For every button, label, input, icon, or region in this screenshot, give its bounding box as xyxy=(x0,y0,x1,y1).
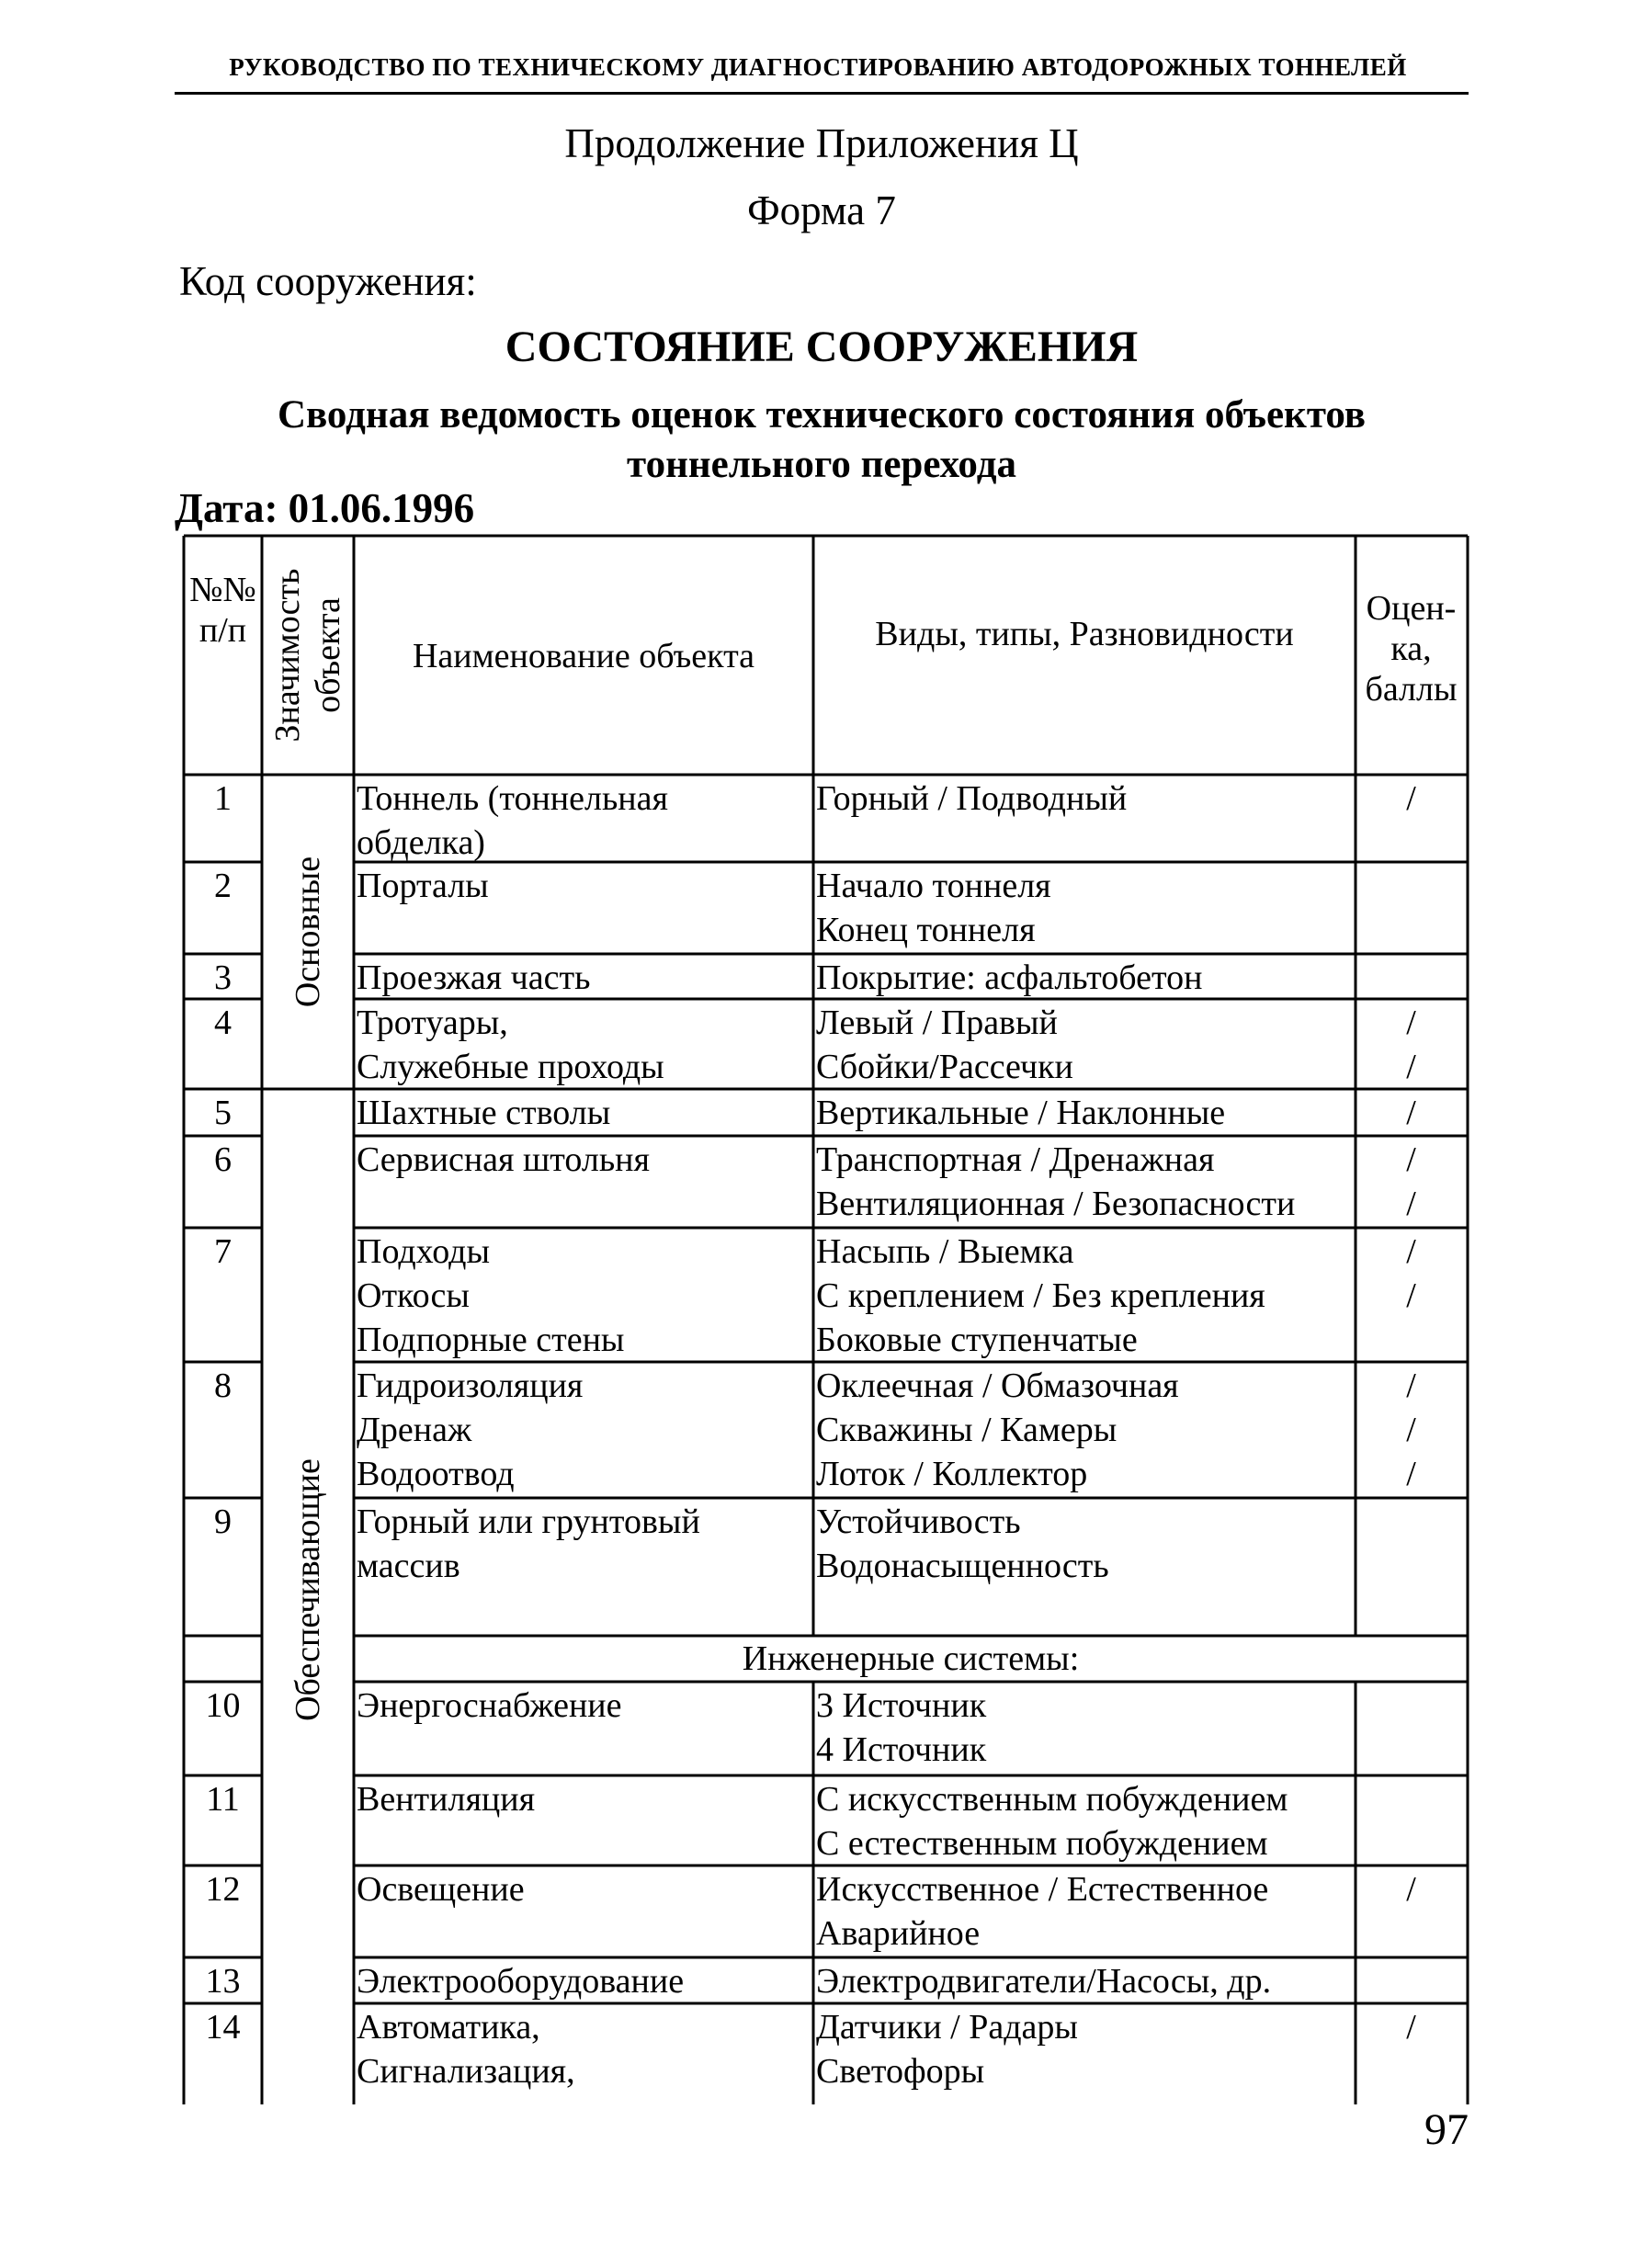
object-type-line: Водонасыщенность xyxy=(816,1547,1109,1585)
document-title: СОСТОЯНИЕ СООРУЖЕНИЯ xyxy=(505,323,1139,371)
subtitle-line-2: тоннельного перехода xyxy=(627,443,1016,486)
object-name-line: Проезжая часть xyxy=(357,958,591,997)
header-types: Виды, типы, Разновидности xyxy=(875,615,1294,653)
score-slash: / xyxy=(1406,1185,1416,1223)
object-type-line: С искусственным побуждением xyxy=(816,1780,1288,1819)
object-name-line: Автоматика, xyxy=(357,2008,540,2047)
object-type-line: Светофоры xyxy=(816,2052,985,2091)
object-name-line: Подпорные стены xyxy=(357,1321,625,1359)
row-number: 8 xyxy=(214,1366,232,1405)
object-name-line: Шахтные стволы xyxy=(357,1094,611,1132)
row-number: 2 xyxy=(214,867,232,905)
object-name-line: Сигнализация, xyxy=(357,2052,575,2091)
date-line: Дата: 01.06.1996 xyxy=(175,485,475,531)
object-type-line: Транспортная / Дренажная xyxy=(816,1140,1215,1179)
score-slash: / xyxy=(1406,1276,1416,1315)
header-score: Оцен- ка, баллы xyxy=(1365,589,1458,709)
row-number: 11 xyxy=(206,1780,240,1819)
object-name-line: Служебные проходы xyxy=(357,1048,664,1086)
row-number: 13 xyxy=(205,1962,241,2001)
object-type-line: Вертикальные / Наклонные xyxy=(816,1094,1226,1132)
object-name-line: Порталы xyxy=(357,867,489,905)
object-name-line: Энергоснабжение xyxy=(357,1686,622,1725)
score-slash: / xyxy=(1406,1455,1416,1493)
object-type-line: Устойчивость xyxy=(816,1503,1021,1541)
object-name-line: Тротуары, xyxy=(357,1004,508,1042)
object-type-line: Искусственное / Естественное xyxy=(816,1870,1269,1909)
score-slash: / xyxy=(1406,779,1416,818)
object-name-line: Сервисная штольня xyxy=(357,1140,650,1179)
object-name-line: Водоотвод xyxy=(357,1455,515,1493)
engineering-systems-label: Инженерные системы: xyxy=(742,1639,1080,1678)
object-type-line: Электродвигатели/Насосы, др. xyxy=(816,1962,1272,2001)
object-type-line: Вентиляционная / Безопасности xyxy=(816,1185,1296,1223)
object-type-line: Левый / Правый xyxy=(816,1004,1058,1042)
object-name-line: Освещение xyxy=(357,1870,525,1909)
group-main-label: Основные xyxy=(289,856,327,1008)
row-number: 7 xyxy=(214,1232,232,1271)
object-type-line: Горный / Подводный xyxy=(816,779,1128,818)
row-number: 6 xyxy=(214,1140,232,1179)
row-number: 9 xyxy=(214,1503,232,1541)
form-number: Форма 7 xyxy=(747,187,896,233)
header-name: Наименование объекта xyxy=(412,637,755,675)
object-type-line: Датчики / Радары xyxy=(816,2008,1078,2047)
object-type-line: Лоток / Коллектор xyxy=(816,1455,1088,1493)
object-type-line: С естественным побуждением xyxy=(816,1824,1268,1863)
structure-code-label: Код сооружения: xyxy=(179,258,477,304)
row-number: 1 xyxy=(214,779,232,818)
object-type-line: Скважины / Камеры xyxy=(816,1411,1117,1449)
object-name-line: Вентиляция xyxy=(357,1780,536,1819)
header-number xyxy=(184,570,262,651)
object-type-line: Конец тоннеля xyxy=(816,911,1036,949)
score-slash: / xyxy=(1406,1004,1416,1042)
row-number: 4 xyxy=(214,1004,232,1042)
row-number: 12 xyxy=(205,1870,241,1909)
object-name-line: Горный или грунтовый xyxy=(357,1503,700,1541)
score-slash: / xyxy=(1406,1048,1416,1086)
row-number: 14 xyxy=(205,2008,241,2047)
object-type-line: Боковые ступенчатые xyxy=(816,1321,1138,1359)
object-name-line: Подходы xyxy=(357,1232,491,1271)
score-slash: / xyxy=(1406,2008,1416,2047)
object-type-line: Сбойки/Рассечки xyxy=(816,1048,1073,1086)
object-type-line: Оклеечная / Обмазочная xyxy=(816,1366,1179,1405)
running-header: РУКОВОДСТВО ПО ТЕХНИЧЕСКОМУ ДИАГНОСТИРОВАНИЮ АВТОДОРОЖНЫХ ТОННЕЛЕЙ xyxy=(229,53,1407,81)
object-type-line: Покрытие: асфальтобетон xyxy=(816,958,1203,997)
object-name-line: обделка) xyxy=(357,823,485,862)
object-type-line: С креплением / Без крепления xyxy=(816,1276,1265,1315)
page-number: 97 xyxy=(1424,2105,1469,2154)
score-slash: / xyxy=(1406,1094,1416,1132)
row-number: 3 xyxy=(214,958,232,997)
header-number-text: №№ п/п xyxy=(189,571,256,650)
object-name-line: Откосы xyxy=(357,1276,470,1315)
score-slash: / xyxy=(1406,1411,1416,1449)
header-significance: Значимость объекта xyxy=(268,568,347,743)
row-number: 10 xyxy=(205,1686,241,1725)
object-name-line: Гидроизоляция xyxy=(357,1366,584,1405)
score-slash: / xyxy=(1406,1232,1416,1271)
appendix-label: Продолжение Приложения Ц xyxy=(564,120,1079,166)
object-name-line: Электрооборудование xyxy=(357,1962,685,2001)
group-support-label: Обеспечивающие xyxy=(289,1458,327,1721)
object-name-line: Тоннель (тоннельная xyxy=(357,779,668,818)
score-slash: / xyxy=(1406,1366,1416,1405)
object-name-line: массив xyxy=(357,1547,460,1585)
object-type-line: 3 Источник xyxy=(816,1686,987,1725)
row-number: 5 xyxy=(214,1094,232,1132)
object-type-line: Насыпь / Выемка xyxy=(816,1232,1074,1271)
score-slash: / xyxy=(1406,1870,1416,1909)
object-type-line: 4 Источник xyxy=(816,1730,987,1769)
subtitle-line-1: Сводная ведомость оценок технического состояния объектов xyxy=(277,393,1367,437)
score-slash: / xyxy=(1406,1140,1416,1179)
object-type-line: Аварийное xyxy=(816,1914,981,1953)
object-name-line: Дренаж xyxy=(357,1411,472,1449)
object-type-line: Начало тоннеля xyxy=(816,867,1051,905)
